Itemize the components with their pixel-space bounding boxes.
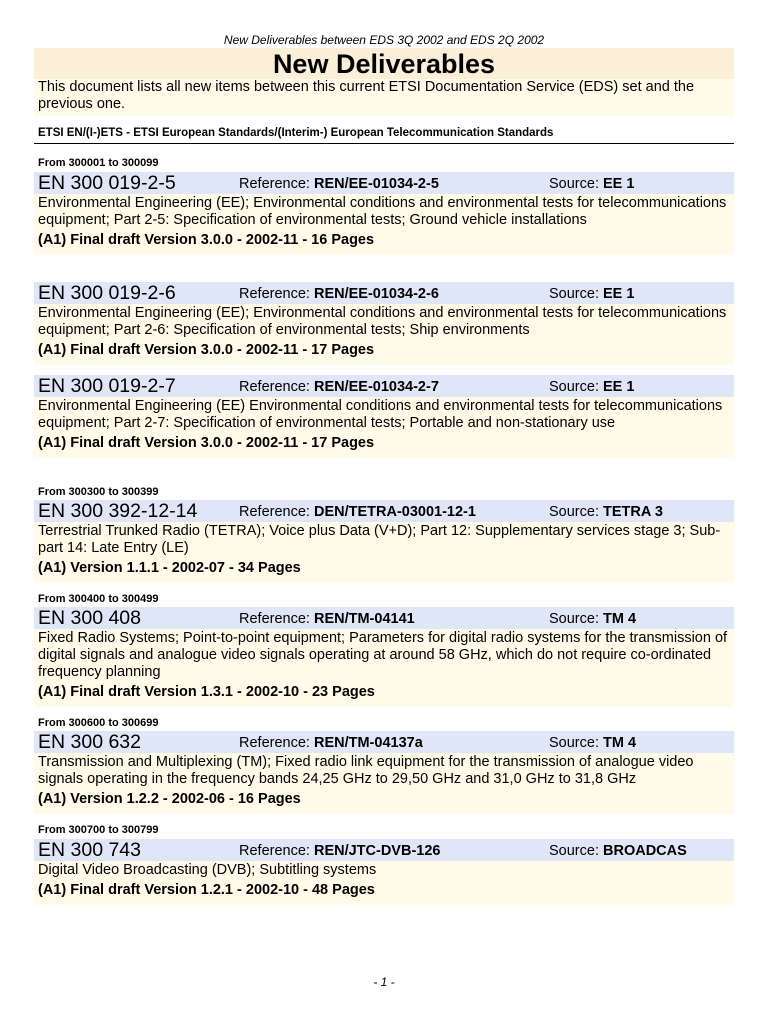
- standard-number: EN 300 019-2-6: [38, 282, 176, 304]
- page-number: - 1 -: [373, 975, 395, 989]
- source-label: Source:: [549, 611, 599, 627]
- range-label: From 300300 to 300399: [38, 486, 159, 498]
- source-value: EE 1: [603, 379, 635, 395]
- entry-status: (A1) Final draft Version 3.0.0 - 2002-11 - 17 Pages: [38, 435, 375, 451]
- reference-value: REN/EE-01034-2-5: [313, 176, 439, 192]
- reference: [239, 285, 439, 303]
- entry-header: [34, 731, 734, 753]
- entry-status: (A1) Version 1.1.1 - 2002-07 - 34 Pages: [38, 560, 301, 576]
- deliverable-entry: [34, 500, 734, 583]
- source-label: Source:: [549, 504, 599, 520]
- deliverable-entry: [34, 607, 734, 707]
- deliverable-entry: [34, 839, 734, 905]
- entry-header: [34, 839, 734, 861]
- source-label: Source:: [549, 176, 599, 192]
- entry-header: [34, 375, 734, 397]
- source: [549, 285, 634, 303]
- deliverable-entry: [34, 731, 734, 814]
- reference: [239, 842, 440, 860]
- standard-number: EN 300 019-2-7: [38, 375, 176, 397]
- source-value: TETRA 3: [603, 504, 663, 520]
- reference: [239, 610, 415, 628]
- deliverable-entry: [34, 282, 734, 365]
- entry-header: [34, 282, 734, 304]
- entry-description: Environmental Engineering (EE); Environmental conditions and environmental tests for telecommunications equipment; Part 2-6: Specification of environmental tests; Ship environments: [38, 305, 727, 338]
- reference-label: Reference:: [239, 379, 310, 395]
- reference-label: Reference:: [239, 286, 310, 302]
- reference: [239, 378, 439, 396]
- reference-label: Reference:: [239, 176, 310, 192]
- entry-header: [34, 500, 734, 522]
- entry-status: (A1) Final draft Version 1.3.1 - 2002-10 - 23 Pages: [38, 684, 375, 700]
- entry-description: Transmission and Multiplexing (TM); Fixed radio link equipment for the transmission of analogue video signals operating in the frequency bands 24,25 GHz to 29,50 GHz and 31,0 GHz to 31,8 GHz: [38, 754, 694, 787]
- deliverable-entry: [34, 375, 734, 458]
- page-title: New Deliverables: [34, 48, 734, 80]
- range-label: From 300400 to 300499: [38, 593, 159, 605]
- source: [549, 503, 663, 521]
- reference-label: Reference:: [239, 735, 310, 751]
- source-label: Source:: [549, 843, 599, 859]
- standard-number: EN 300 743: [38, 839, 141, 861]
- entry-body: [34, 194, 734, 255]
- source: [549, 734, 636, 752]
- entry-status: (A1) Final draft Version 3.0.0 - 2002-11 - 16 Pages: [38, 232, 375, 248]
- entry-description: Environmental Engineering (EE) Environmental conditions and environmental tests for telecommunications equipment; Part 2-7: Specification of environmental tests; Portable and non-stationary use: [38, 398, 723, 431]
- source-value: EE 1: [603, 176, 635, 192]
- entry-body: [34, 753, 734, 814]
- entry-header: [34, 172, 734, 194]
- entry-description: Digital Video Broadcasting (DVB); Subtitling systems: [38, 862, 377, 878]
- entry-description: Environmental Engineering (EE); Environmental conditions and environmental tests for telecommunications equipment; Part 2-5: Specification of environmental tests; Ground vehicle installations: [38, 195, 727, 228]
- reference-value: REN/TM-04137a: [313, 735, 423, 751]
- range-label: From 300600 to 300699: [38, 717, 159, 729]
- source-value: EE 1: [603, 286, 635, 302]
- reference-value: REN/EE-01034-2-7: [313, 379, 439, 395]
- reference: [239, 175, 439, 193]
- reference-label: Reference:: [239, 611, 310, 627]
- source-value: TM 4: [603, 611, 637, 627]
- standard-number: EN 300 019-2-5: [38, 172, 176, 194]
- range-label: From 300700 to 300799: [38, 824, 159, 836]
- standard-number: EN 300 408: [38, 607, 141, 629]
- reference-value: REN/JTC-DVB-126: [313, 843, 441, 859]
- source-label: Source:: [549, 286, 599, 302]
- source: [549, 610, 636, 628]
- entry-body: [34, 522, 734, 583]
- section-heading: ETSI EN/(I-)ETS - ETSI European Standards/(Interim-) European Telecommunication Standards: [38, 127, 554, 139]
- deliverable-entry: [34, 172, 734, 255]
- standard-number: EN 300 392-12-14: [38, 500, 198, 522]
- source: [549, 175, 634, 193]
- source-value: TM 4: [603, 735, 637, 751]
- page-header: New Deliverables between EDS 3Q 2002 and EDS 2Q 2002: [223, 33, 545, 47]
- entry-status: (A1) Version 1.2.2 - 2002-06 - 16 Pages: [38, 791, 301, 807]
- entry-header: [34, 607, 734, 629]
- source: [549, 378, 634, 396]
- source-label: Source:: [549, 379, 599, 395]
- entry-body: [34, 629, 734, 707]
- standard-number: EN 300 632: [38, 731, 141, 753]
- reference-label: Reference:: [239, 843, 310, 859]
- reference-label: Reference:: [239, 504, 310, 520]
- entry-description: Terrestrial Trunked Radio (TETRA); Voice plus Data (V+D); Part 12: Supplementary services stage 3; Sub-part 14: Late Entry (LE): [38, 523, 721, 556]
- reference: [239, 734, 423, 752]
- reference-value: REN/EE-01034-2-6: [313, 286, 439, 302]
- entry-status: (A1) Final draft Version 1.2.1 - 2002-10 - 48 Pages: [38, 882, 375, 898]
- entry-description: Fixed Radio Systems; Point-to-point equipment; Parameters for digital radio systems for the transmission of digital signals and analogue video signals operating at around 58 GHz, which do not require co-ordinated frequency planning: [38, 630, 728, 680]
- range-label: From 300001 to 300099: [38, 157, 159, 169]
- entry-status: (A1) Final draft Version 3.0.0 - 2002-11 - 17 Pages: [38, 342, 375, 358]
- section-divider: [34, 143, 734, 144]
- entry-body: [34, 397, 734, 458]
- entry-body: [34, 861, 734, 905]
- reference-value: DEN/TETRA-03001-12-1: [313, 504, 476, 520]
- source: [549, 842, 687, 860]
- reference: [239, 503, 476, 521]
- entry-body: [34, 304, 734, 365]
- source-label: Source:: [549, 735, 599, 751]
- reference-value: REN/TM-04141: [313, 611, 415, 627]
- source-value: BROADCAS: [603, 843, 687, 859]
- intro-text: This document lists all new items between this current ETSI Documentation Service (EDS) set and the previous one.: [34, 79, 734, 116]
